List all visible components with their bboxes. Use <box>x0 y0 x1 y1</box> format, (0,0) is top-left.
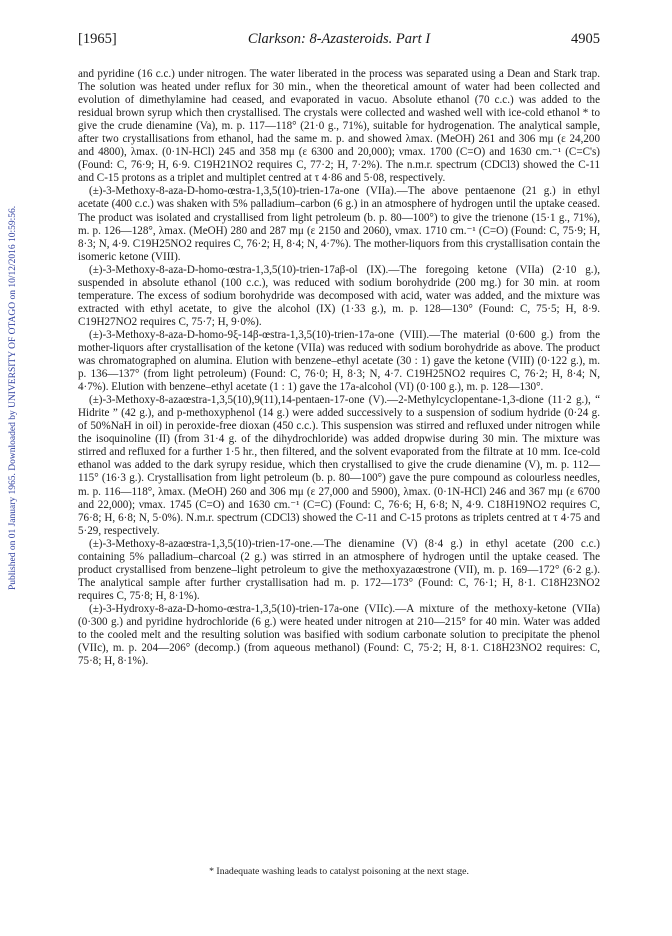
paragraph-methoxyazaoestrone: (±)-3-Methoxy-8-azaœstra-1,3,5(10)-trien-17-one.—The dienamine (V) (8·4 g.) in ethyl acetate (200 c.c.) containing 5% palladium–charcoal (2 g.) was stirred in an atmosphere of hydrogen until the uptake ceased. The product crystallised from benzene–light petroleum to give the methoxyazaœstrone (VII), m. p. 169—172° (6·2 g.). The analytical sample after further crystallisation had m. p. 172—173° (Found: C, 76·1; H, 8·1. C18H23NO2 requires C, 75·8; H, 8·1%). <box>78 537 600 602</box>
download-notice[interactable]: Published on 01 January 1965. Downloaded by UNIVERSITY OF OTAGO on 10/12/2016 10:59:56. <box>8 205 18 591</box>
paragraph-alcohol-ix: (±)-3-Methoxy-8-aza-D-homo-œstra-1,3,5(10)-trien-17aβ-ol (IX).—The foregoing ketone (VIIa) (2·10 g.), suspended in absolute ethanol (100 c.c.), was reduced with sodium borohydride (200 mg.) for 30 min. at room temperature. The excess of sodium borohydride was decomposed with acid, water was added, and the mixture was extracted with ethyl acetate, to give the alcohol (IX) (1·33 g.), m. p. 128—130° (Found: C, 75·5; H, 8·9. C19H27NO2 requires C, 75·7; H, 9·0%). <box>78 263 600 328</box>
footnote: * Inadequate washing leads to catalyst poisoning at the next stage. <box>209 866 469 877</box>
paragraph-ketone-viii: (±)-3-Methoxy-8-aza-D-homo-9ξ-14β-œstra-1,3,5(10)-trien-17a-one (VIII).—The material (0·600 g.) from the mother-liquors after crystallisation of the ketone (VIIa) was reduced with sodium borohydride as above. The product was chromatographed on alumina. Elution with benzene–ethyl acetate (30 : 1) gave the ketone (VIII) (0·122 g.), m. p. 136—137° (from light petroleum) (Found: C, 76·0; H, 8·3; N, 4·7. C19H25NO2 requires C, 76·2; H, 8·4; N, 4·7%). Elution with benzene–ethyl acetate (1 : 1) gave the 17a-alcohol (VI) (0·100 g.), m. p. 128—130°. <box>78 328 600 394</box>
header-page-number: 4905 <box>571 31 600 47</box>
paragraph-phenol-viic: (±)-3-Hydroxy-8-aza-D-homo-œstra-1,3,5(10)-trien-17a-one (VIIc).—A mixture of the methoxy-ketone (VIIa) (0·300 g.) and pyridine hydrochloride (6 g.) were heated under nitrogen at 210—215° for 40 min. Water was added to the cooled melt and the resulting solution was basified with sodium carbonate solution to precipitate the phenol (VIIc), m. p. 204—206° (decomp.) (from aqueous methanol) (Found: C, 75·2; H, 8·1. C18H23NO2 requires: C, 75·8; H, 8·1%). <box>78 602 600 668</box>
running-header <box>78 31 600 51</box>
header-running-title: Clarkson: 8-Azasteroids. Part I <box>247 31 431 47</box>
paragraph-pentaenone-v: (±)-3-Methoxy-8-azaœstra-1,3,5(10),9(11),14-pentaen-17-one (V).—2-Methylcyclopentane-1,3-dione (11·2 g.), “ Hidrite ” (42 g.), and p-methoxyphenol (14 g.) were added successively to a suspension of sodium hydride (0·24 g. of 50%NaH in oil) in peroxide-free dioxan (450 c.c.). This suspension was stirred and refluxed under nitrogen while the isoquinoline (II) (from 31·4 g. of the dihydrochloride) was added dropwise during 30 min. The mixture was stirred and refluxed for a further 1·5 hr., then filtered, and the solvent evaporated from the filtrate at 10 mm. Ice-cold ethanol was added to the dark syrupy residue, which then crystallised to give the crude dienamine (V), m. p. 112—115° (16·3 g.). Crystallisation from light petroleum (b. p. 80—100°) gave the pure compound as colourless needles, m. p. 116—118°, λmax. (MeOH) 260 and 306 mμ (ε 27,000 and 5900), λmax. (0·1N-HCl) 246 and 367 mμ (ε 6700 and 22,000); νmax. 1745 (C=O) and 1630 cm.⁻¹ (C=C) (Found: C, 76·6; H, 6·8; N, 4·9. C18H19NO2 requires C, 76·8; H, 6·8; N, 5·0%). N.m.r. spectrum (CDCl3) showed the C-11 and C-15 protons as triplets centred at τ 4·75 and 5·29, respectively. <box>78 394 600 537</box>
paragraph-dienamine-va: and pyridine (16 c.c.) under nitrogen. The water liberated in the process was separated using a Dean and Stark trap. The solution was heated under reflux for 30 min., when the theoretical amount of water had been collected and evolution of dimethylamine had ceased, and evaporated in vacuo. Absolute ethanol (70 c.c.) was added to the residual brown syrup which then crystallised. The crystals were collected and washed well with ice-cold ethanol * to give the crude dienamine (Va), m. p. 117—118° (21·0 g., 71%), suitable for hydrogenation. The analytical sample, after two crystallisations from ethanol, had the same m. p. and showed λmax. (MeOH) 261 and 306 mμ (ε 24,200 and 4800), λmax. (0·1N-HCl) 245 and 358 mμ (ε 6300 and 20,000); νmax. 1700 (C=O) and 1630 cm.⁻¹ (C=C's) (Found: C, 76·9; H, 6·9. C19H21NO2 requires C, 77·2; H, 7·2%). The n.m.r. spectrum (CDCl3) showed the C-11 and C-15 protons as a triplet and multiplet centred at τ 4·86 and 5·08, respectively. <box>78 68 600 185</box>
header-year: [1965] <box>78 31 117 47</box>
paragraph-trienone-viia: (±)-3-Methoxy-8-aza-D-homo-œstra-1,3,5(10)-trien-17a-one (VIIa).—The above pentaenone (21 g.) in ethyl acetate (400 c.c.) was shaken with 5% palladium–carbon (6 g.) in an atmosphere of hydrogen until the uptake ceased. The product was isolated and crystallised from light petroleum (b. p. 80—100°) to give the trienone (15·1 g., 71%), m. p. 126—128°, λmax. (MeOH) 280 and 287 mμ (ε 2150 and 2060), νmax. 1710 cm.⁻¹ (C=O) (Found: C, 75·9; H, 8·3; N, 4·9. C19H25NO2 requires C, 76·2; H, 8·4; N, 4·7%). The mother-liquors from this crystallisation contain the isomeric ketone (VIII). <box>78 185 600 263</box>
article-body <box>78 68 600 668</box>
